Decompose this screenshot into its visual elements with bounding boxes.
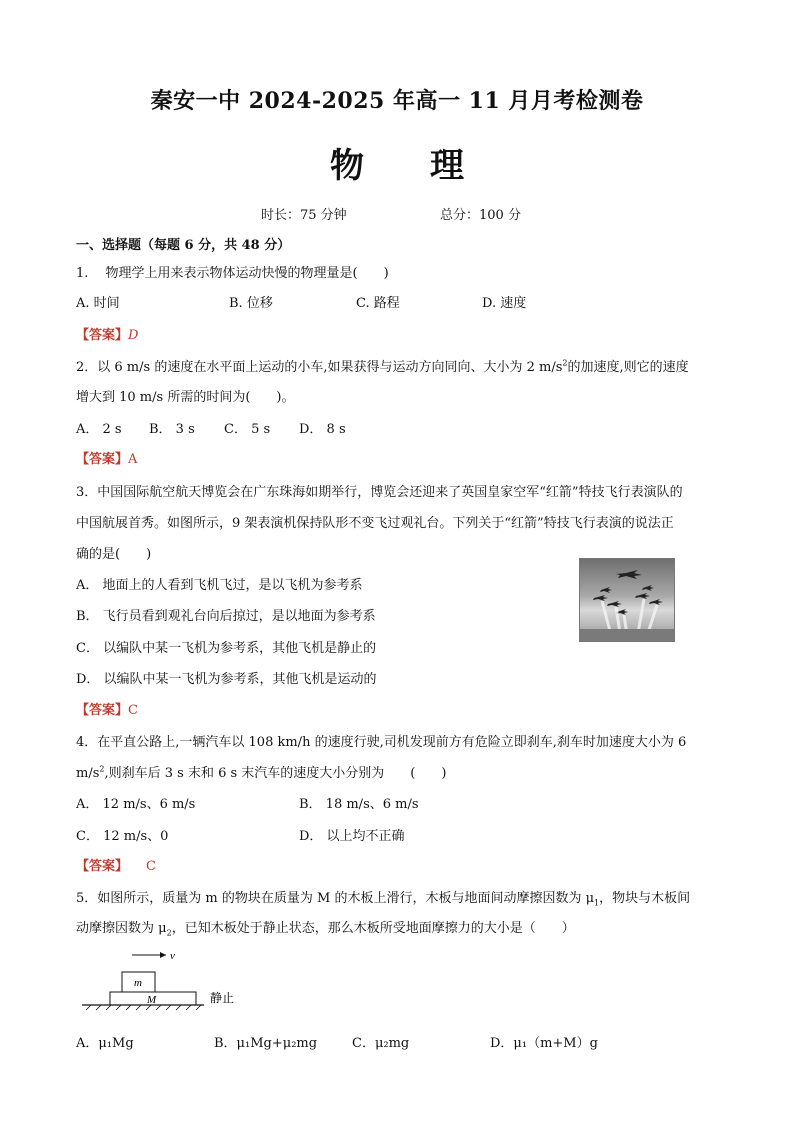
section-title: 一、选择题（每题 6 分，共 48 分）: [76, 238, 291, 253]
exam-total-score: 总分：100 分: [440, 208, 521, 223]
q1-option-a: A. 时间: [76, 296, 120, 311]
block-label: m: [134, 977, 142, 989]
exam-title: 秦安一中 2024-2025 年高一 11 月月考检测卷: [150, 88, 644, 114]
question-2-stem-line-1: 2．以 6 m/s 的速度在水平面上运动的小车,如果获得与运动方向同向、大小为 2 $m/s^2$的加速度,则它的速度: [76, 358, 689, 375]
q4-answer: [76, 855, 156, 874]
q3-option-d: D． 以编队中某一飞机为参考系，其他飞机是运动的: [76, 672, 377, 687]
q2-answer-value: A: [128, 452, 138, 467]
q2-option-b: B． 3 s: [149, 422, 195, 437]
ground-hatch: [86, 1005, 201, 1010]
red-arrows-formation-photo: [579, 558, 675, 642]
velocity-label: v: [170, 950, 175, 962]
q4-option-d: D． 以上均不正确: [299, 829, 405, 844]
answer-tag: 【答案】: [76, 859, 129, 874]
question-5-stem-line-2: 动摩擦因数为 $\mu_2$，已知木板处于静止状态，那么木板所受地面摩擦力的大小是（ ）: [76, 921, 575, 938]
question-3-stem-line-3: 确的是( ): [76, 547, 152, 562]
q3-option-b: B． 飞行员看到观礼台向后掠过，是以地面为参考系: [76, 609, 376, 624]
q2-option-d: D． 8 s: [299, 422, 346, 437]
q4-option-a: A． 12 m/s、6 m/s: [76, 797, 196, 812]
q5-option-d: D．μ₁（m+M）g: [490, 1036, 598, 1051]
q5-option-a: A．μ₁Mg: [76, 1036, 134, 1051]
q5-option-c: C．μ₂mg: [352, 1036, 410, 1051]
answer-tag: 【答案】: [76, 703, 129, 718]
q2-answer: [76, 448, 137, 467]
friction-diagram: [82, 944, 252, 1014]
block-on-board-figure: [82, 944, 252, 1014]
jets-icon: [580, 559, 674, 641]
q4-option-b: B． 18 m/s、6 m/s: [299, 797, 419, 812]
q3-option-c: C． 以编队中某一飞机为参考系，其他飞机是静止的: [76, 641, 377, 656]
q1-option-b: B. 位移: [229, 296, 273, 311]
q5-option-b: B．μ₁Mg+μ₂mg: [214, 1036, 318, 1051]
answer-tag: 【答案】: [76, 328, 129, 343]
q2-option-c: C． 5 s: [224, 422, 271, 437]
subject-title: 物理: [330, 146, 530, 186]
q4-answer-value: C: [146, 859, 156, 874]
question-3-stem-line-1: 3．中国国际航空航天博览会在广东珠海如期举行，博览会还迎来了英国皇家空军“红箭”特技飞行表演队的: [76, 485, 683, 500]
q1-answer: [76, 324, 138, 343]
question-3-stem-line-2: 中国航展首秀。如图所示，9 架表演机保持队形不变飞过观礼台。下列关于“红箭”特技飞行表演的说法正: [76, 516, 674, 531]
exam-duration: 时长：75 分钟: [261, 208, 347, 223]
question-2-stem-line-2: 增大到 10 m/s 所需的时间为( )。: [76, 390, 295, 405]
q1-option-c: C. 路程: [356, 296, 400, 311]
q2-option-a: A． 2 s: [76, 422, 122, 437]
question-4-stem-line-1: 4．在平直公路上,一辆汽车以 108 km/h 的速度行驶,司机发现前方有危险立即刹车,刹车时加速度大小为 6: [76, 735, 687, 750]
q3-answer-value: C: [128, 703, 138, 718]
question-4-stem-line-2: $m/s^2$,则刹车后 3 s 末和 6 s 末汽车的速度大小分别为 ( ): [76, 764, 447, 781]
q3-answer: [76, 699, 138, 718]
arrow-head-icon: [160, 952, 166, 958]
q1-answer-value: D: [128, 328, 139, 343]
board-label: M: [147, 994, 157, 1006]
static-label: 静止: [210, 991, 235, 1005]
q3-option-a: A． 地面上的人看到飞机飞过，是以飞机为参考系: [76, 578, 363, 593]
q1-option-d: D. 速度: [482, 296, 527, 311]
q4-option-c: C． 12 m/s、0: [76, 829, 169, 844]
question-5-stem-line-1: 5．如图所示，质量为 m 的物块在质量为 M 的木板上滑行，木板与地面间动摩擦因数为 $\mu_1$，物块与木板间: [76, 891, 691, 908]
answer-tag: 【答案】: [76, 452, 129, 467]
question-1-stem: 1. 物理学上用来表示物体运动快慢的物理量是( ): [76, 266, 389, 281]
